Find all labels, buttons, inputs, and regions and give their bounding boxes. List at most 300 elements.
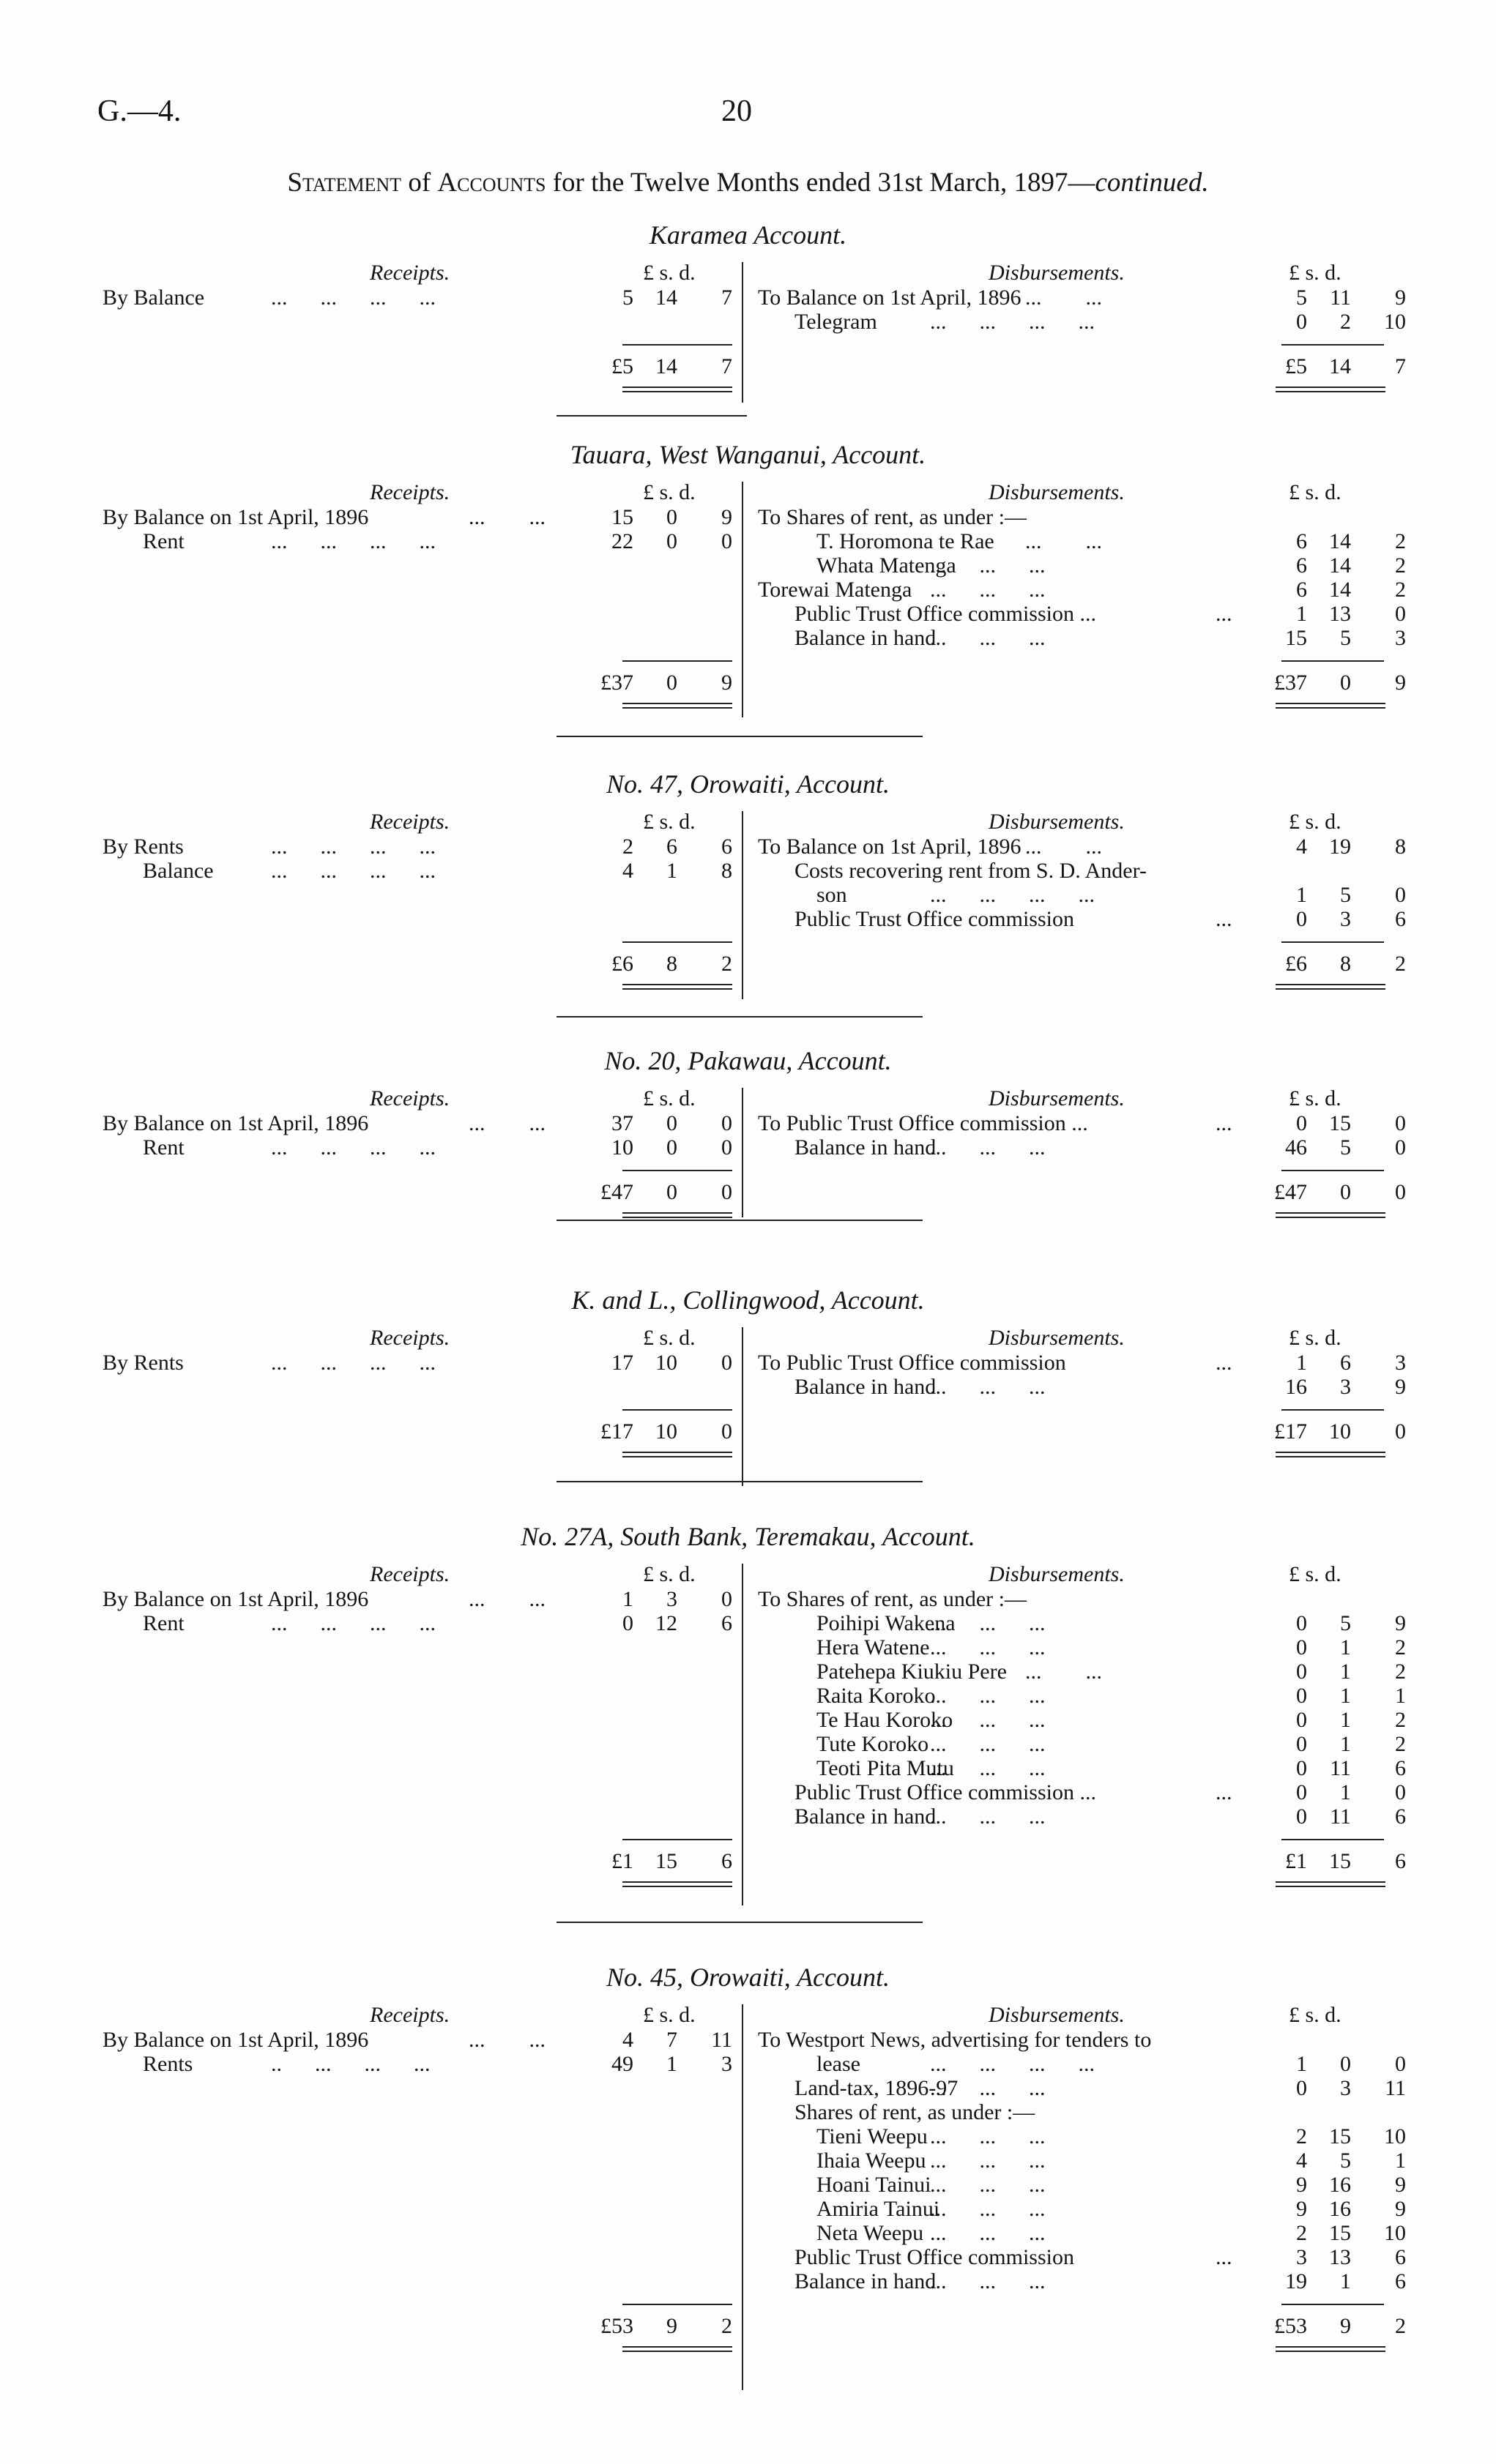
account-section	[0, 220, 1496, 414]
receipts-sum-rule	[622, 344, 732, 346]
receipt-amount-pence: 6	[721, 835, 732, 859]
receipts-header: Receipts.	[370, 1562, 450, 1586]
disbursements-total-pounds: £53	[1274, 2314, 1307, 2338]
disbursements-total-shillings: 8	[1340, 952, 1351, 976]
disbursements-total-pence: 0	[1395, 1419, 1406, 1444]
receipt-label: Rents	[143, 2052, 193, 2076]
section-separator	[557, 1922, 923, 1923]
disbursements-total-shillings: 10	[1329, 1419, 1351, 1444]
receipt-amount-shillings: 0	[666, 1111, 677, 1135]
disbursement-amount-pounds: 0	[1296, 1708, 1307, 1732]
disbursement-amount-pounds: 1	[1296, 883, 1307, 907]
disbursements-total-pence: 2	[1395, 952, 1406, 976]
receipt-leader-dots: ... ... ... ...	[271, 835, 436, 859]
receipts-currency-header: £ s. d.	[643, 261, 696, 285]
disbursement-amount-pence: 9	[1395, 1375, 1406, 1399]
account-section	[0, 1962, 1496, 2401]
disbursement-amount-shillings: 11	[1330, 1756, 1351, 1780]
disbursement-label: Public Trust Office commission ...	[794, 602, 1096, 626]
disbursements-total-pence: 0	[1395, 1180, 1406, 1204]
disbursement-leader-dots: ... ... ...	[930, 2269, 1046, 2293]
disbursements-header: Disbursements.	[989, 1562, 1125, 1586]
receipt-amount-pence: 0	[721, 1351, 732, 1375]
receipt-amount-shillings: 7	[666, 2028, 677, 2052]
disbursement-amount-pence: 3	[1395, 626, 1406, 650]
receipt-amount-pence: 0	[721, 1135, 732, 1160]
receipts-total-pounds: £1	[611, 1849, 633, 1873]
disbursement-leader-dots: ... ... ...	[930, 2197, 1046, 2221]
disbursement-leader-dots: ... ... ...	[930, 1732, 1046, 1756]
receipt-amount-shillings: 0	[666, 505, 677, 529]
receipts-total-pounds: £6	[611, 952, 633, 976]
disbursements-currency-header: £ s. d.	[1289, 261, 1341, 285]
account-section	[0, 439, 1496, 732]
account-section	[0, 1285, 1496, 1482]
disbursement-leader-dots: ... ... ...	[930, 553, 1046, 578]
disbursements-total-double-rule	[1276, 2346, 1385, 2352]
disbursement-leader-dots: ...	[1216, 602, 1232, 626]
disbursement-amount-shillings: 16	[1329, 2197, 1351, 2221]
disbursement-amount-pounds: 2	[1296, 2221, 1307, 2245]
disbursements-total-double-rule	[1276, 984, 1385, 990]
disbursement-amount-pence: 0	[1395, 1135, 1406, 1160]
disbursement-label: Balance in hand	[794, 1804, 937, 1829]
disbursement-label: Teoti Pita Mutu	[816, 1756, 954, 1780]
disbursement-leader-dots: ... ... ...	[930, 1375, 1046, 1399]
receipt-label: Rent	[143, 1611, 185, 1635]
receipt-label: By Balance	[103, 285, 205, 310]
disbursement-leader-dots: ... ...	[1025, 285, 1102, 310]
disbursement-amount-shillings: 15	[1329, 2221, 1351, 2245]
receipt-label: By Rents	[103, 1351, 184, 1375]
disbursement-amount-pence: 0	[1395, 883, 1406, 907]
disbursements-sum-rule	[1281, 1409, 1384, 1411]
receipts-total-shillings: 15	[655, 1849, 677, 1873]
disbursement-amount-pounds: 0	[1296, 1611, 1307, 1635]
disbursement-amount-shillings: 1	[1340, 1635, 1351, 1660]
disbursement-amount-shillings: 3	[1340, 2076, 1351, 2100]
receipt-amount-pounds: 1	[622, 1587, 633, 1611]
disbursement-label: To Westport News, advertising for tenders to	[758, 2028, 1152, 2052]
receipts-currency-header: £ s. d.	[643, 810, 696, 834]
heading-statement: Statement	[287, 168, 402, 198]
column-divider	[742, 1564, 743, 1905]
disbursements-currency-header: £ s. d.	[1289, 480, 1341, 504]
disbursement-amount-shillings: 0	[1340, 2052, 1351, 2076]
receipts-currency-header: £ s. d.	[643, 2003, 696, 2027]
disbursement-label: Shares of rent, as under :—	[794, 2100, 1035, 2124]
account-section	[0, 769, 1496, 1003]
disbursement-amount-shillings: 14	[1329, 529, 1351, 553]
receipts-total-pounds: £37	[600, 671, 633, 695]
disbursements-header: Disbursements.	[989, 480, 1125, 504]
section-separator	[557, 736, 923, 737]
receipt-leader-dots: ... ...	[469, 1111, 546, 1135]
disbursement-amount-pounds: 3	[1296, 2245, 1307, 2269]
disbursement-leader-dots: ... ... ... ...	[930, 310, 1095, 334]
receipts-total-pounds: £53	[600, 2314, 633, 2338]
receipt-amount-pence: 7	[721, 285, 732, 310]
disbursement-leader-dots: ...	[1216, 1780, 1232, 1804]
disbursement-amount-pence: 6	[1395, 2269, 1406, 2293]
receipts-total-pence: 0	[721, 1419, 732, 1444]
disbursement-amount-pence: 2	[1395, 1708, 1406, 1732]
disbursement-amount-pounds: 6	[1296, 529, 1307, 553]
disbursement-leader-dots: ... ... ...	[930, 2148, 1046, 2173]
disbursement-label: Neta Weepu	[816, 2221, 924, 2245]
disbursement-leader-dots: ... ...	[1025, 529, 1102, 553]
disbursement-amount-pounds: 0	[1296, 1635, 1307, 1660]
receipt-amount-pounds: 22	[611, 529, 633, 553]
disbursement-label: lease	[816, 2052, 860, 2076]
disbursement-amount-pence: 11	[1385, 2076, 1406, 2100]
disbursement-label: To Shares of rent, as under :—	[758, 505, 1027, 529]
disbursement-label: Public Trust Office commission ...	[794, 1780, 1096, 1804]
disbursement-label: Raita Koroko	[816, 1684, 936, 1708]
disbursement-amount-pence: 10	[1384, 310, 1406, 334]
disbursement-leader-dots: ... ... ...	[930, 2076, 1046, 2100]
disbursement-amount-pounds: 0	[1296, 1780, 1307, 1804]
disbursement-amount-pounds: 0	[1296, 1684, 1307, 1708]
heading-continued: continued.	[1095, 168, 1209, 198]
heading-accounts: Accounts	[437, 168, 546, 198]
account-title: No. 47, Orowaiti, Account.	[606, 769, 890, 799]
receipts-total-double-rule	[622, 387, 732, 392]
disbursement-label: T. Horomona te Rae	[816, 529, 994, 553]
page-heading	[0, 167, 1496, 198]
disbursements-header: Disbursements.	[989, 261, 1125, 285]
receipt-amount-pounds: 0	[622, 1611, 633, 1635]
receipt-leader-dots: ... ... ... ...	[271, 529, 436, 553]
receipts-total-shillings: 9	[666, 2314, 677, 2338]
receipt-amount-pence: 0	[721, 1111, 732, 1135]
heading-rest: for the Twelve Months ended 31st March, 1897—	[546, 168, 1095, 198]
receipt-amount-shillings: 12	[655, 1611, 677, 1635]
disbursement-amount-pounds: 0	[1296, 1660, 1307, 1684]
disbursement-label: To Shares of rent, as under :—	[758, 1587, 1027, 1611]
disbursement-amount-shillings: 5	[1340, 626, 1351, 650]
disbursement-amount-pounds: 16	[1285, 1375, 1307, 1399]
column-divider	[742, 1327, 743, 1486]
disbursement-label: son	[816, 883, 847, 907]
disbursement-amount-pounds: 4	[1296, 2148, 1307, 2173]
disbursement-amount-pounds: 0	[1296, 2076, 1307, 2100]
receipts-header: Receipts.	[370, 1086, 450, 1110]
receipt-amount-pounds: 10	[611, 1135, 633, 1160]
disbursement-amount-shillings: 1	[1340, 1732, 1351, 1756]
disbursement-amount-pence: 0	[1395, 602, 1406, 626]
receipt-amount-pounds: 17	[611, 1351, 633, 1375]
receipt-label: Rent	[143, 1135, 185, 1160]
disbursement-amount-pounds: 0	[1296, 1111, 1307, 1135]
receipts-header: Receipts.	[370, 810, 450, 834]
disbursement-amount-shillings: 1	[1340, 1684, 1351, 1708]
receipts-sum-rule	[622, 1409, 732, 1411]
disbursement-amount-shillings: 14	[1329, 553, 1351, 578]
receipt-amount-pence: 3	[721, 2052, 732, 2076]
account-title: No. 27A, South Bank, Teremakau, Account.	[521, 1522, 975, 1551]
column-divider	[742, 2004, 743, 2390]
disbursement-amount-pence: 0	[1395, 1780, 1406, 1804]
disbursements-currency-header: £ s. d.	[1289, 2003, 1341, 2027]
receipt-leader-dots: ... ...	[469, 505, 546, 529]
disbursement-amount-shillings: 1	[1340, 1708, 1351, 1732]
disbursement-amount-pounds: 1	[1296, 602, 1307, 626]
receipt-leader-dots: ... ...	[469, 2028, 546, 2052]
account-title: No. 45, Orowaiti, Account.	[606, 1963, 890, 1992]
receipts-currency-header: £ s. d.	[643, 1326, 696, 1350]
disbursement-amount-pounds: 4	[1296, 835, 1307, 859]
receipts-header: Receipts.	[370, 1326, 450, 1350]
disbursements-total-pence: 6	[1395, 1849, 1406, 1873]
disbursement-amount-pence: 0	[1395, 1111, 1406, 1135]
receipt-label: By Rents	[103, 835, 184, 859]
disbursements-total-double-rule	[1276, 1212, 1385, 1218]
disbursement-leader-dots: ... ... ...	[930, 1135, 1046, 1160]
receipts-total-double-rule	[622, 1452, 732, 1457]
disbursements-total-double-rule	[1276, 1452, 1385, 1457]
disbursement-amount-pence: 10	[1384, 2221, 1406, 2245]
disbursement-amount-shillings: 5	[1340, 1611, 1351, 1635]
disbursement-label: Tieni Weepu	[816, 2124, 928, 2148]
disbursement-label: Hoani Tainui	[816, 2173, 931, 2197]
disbursement-label: Balance in hand	[794, 1375, 937, 1399]
account-title: Tauara, West Wanganui, Account.	[570, 440, 926, 469]
disbursements-total-double-rule	[1276, 703, 1385, 709]
disbursement-label: Balance in hand	[794, 2269, 937, 2293]
receipts-total-shillings: 14	[655, 354, 677, 378]
disbursement-leader-dots: ... ... ...	[930, 2173, 1046, 2197]
disbursements-sum-rule	[1281, 1839, 1384, 1840]
receipt-label: Balance	[143, 859, 214, 883]
receipts-total-shillings: 10	[655, 1419, 677, 1444]
disbursement-leader-dots: ... ... ...	[930, 578, 1046, 602]
disbursement-amount-pence: 6	[1395, 2245, 1406, 2269]
disbursement-amount-pence: 9	[1395, 285, 1406, 310]
account-title: No. 20, Pakawau, Account.	[604, 1046, 892, 1075]
disbursement-leader-dots: ...	[1216, 2245, 1232, 2269]
disbursement-amount-pence: 9	[1395, 2173, 1406, 2197]
disbursement-leader-dots: ... ... ...	[930, 1804, 1046, 1829]
receipt-amount-shillings: 6	[666, 835, 677, 859]
disbursement-amount-shillings: 3	[1340, 1375, 1351, 1399]
receipt-label: By Balance on 1st April, 1896	[103, 1111, 369, 1135]
receipts-sum-rule	[622, 941, 732, 943]
receipts-total-pence: 2	[721, 952, 732, 976]
receipts-header: Receipts.	[370, 480, 450, 504]
disbursements-total-double-rule	[1276, 387, 1385, 392]
receipt-amount-shillings: 3	[666, 1587, 677, 1611]
receipt-leader-dots: ... ... ... ...	[271, 1135, 436, 1160]
disbursement-amount-pounds: 0	[1296, 1804, 1307, 1829]
disbursement-amount-pounds: 9	[1296, 2173, 1307, 2197]
disbursement-amount-pence: 9	[1395, 2197, 1406, 2221]
receipt-amount-pence: 0	[721, 529, 732, 553]
disbursement-amount-shillings: 6	[1340, 1351, 1351, 1375]
disbursement-amount-pounds: 0	[1296, 310, 1307, 334]
disbursement-amount-shillings: 5	[1340, 1135, 1351, 1160]
receipt-label: By Balance on 1st April, 1896	[103, 1587, 369, 1611]
receipts-total-pence: 0	[721, 1180, 732, 1204]
disbursements-total-pence: 2	[1395, 2314, 1406, 2338]
disbursement-leader-dots: ... ...	[1025, 835, 1102, 859]
disbursements-total-shillings: 0	[1340, 1180, 1351, 1204]
disbursements-total-pounds: £6	[1285, 952, 1307, 976]
receipt-leader-dots: ... ... ... ...	[271, 1611, 436, 1635]
receipts-sum-rule	[622, 2304, 732, 2305]
account-section	[0, 1045, 1496, 1221]
disbursements-total-double-rule	[1276, 1881, 1385, 1887]
account-title: Karamea Account.	[649, 220, 847, 250]
disbursement-label: Amiria Tainui	[816, 2197, 940, 2221]
disbursements-header: Disbursements.	[989, 810, 1125, 834]
receipt-amount-shillings: 14	[655, 285, 677, 310]
disbursement-label: Torewai Matenga	[758, 578, 912, 602]
disbursement-amount-pence: 2	[1395, 578, 1406, 602]
disbursement-amount-shillings: 15	[1329, 1111, 1351, 1135]
disbursements-total-shillings: 9	[1340, 2314, 1351, 2338]
disbursement-leader-dots: ... ... ...	[930, 2221, 1046, 2245]
disbursements-total-pounds: £47	[1274, 1180, 1307, 1204]
receipts-total-double-rule	[622, 2346, 732, 2352]
receipt-amount-pounds: 4	[622, 859, 633, 883]
receipts-total-pence: 2	[721, 2314, 732, 2338]
disbursements-sum-rule	[1281, 941, 1384, 943]
account-section	[0, 1521, 1496, 1902]
disbursement-amount-pence: 2	[1395, 529, 1406, 553]
receipts-total-double-rule	[622, 1881, 732, 1887]
disbursements-total-pence: 9	[1395, 671, 1406, 695]
disbursement-amount-pounds: 2	[1296, 2124, 1307, 2148]
disbursement-amount-shillings: 13	[1329, 2245, 1351, 2269]
disbursements-currency-header: £ s. d.	[1289, 1562, 1341, 1586]
section-separator	[557, 1220, 923, 1221]
disbursement-leader-dots: ... ... ... ...	[930, 883, 1095, 907]
disbursement-amount-pence: 2	[1395, 1732, 1406, 1756]
receipts-total-pounds: £5	[611, 354, 633, 378]
heading-of: of	[401, 168, 438, 198]
disbursement-amount-pounds: 0	[1296, 907, 1307, 931]
receipt-label: By Balance on 1st April, 1896	[103, 505, 369, 529]
disbursement-leader-dots: ... ... ...	[930, 1708, 1046, 1732]
receipt-leader-dots: ... ...	[469, 1587, 546, 1611]
disbursement-amount-pounds: 6	[1296, 553, 1307, 578]
disbursement-amount-pence: 6	[1395, 907, 1406, 931]
receipt-amount-shillings: 1	[666, 2052, 677, 2076]
disbursement-amount-pounds: 9	[1296, 2197, 1307, 2221]
disbursement-amount-pounds: 1	[1296, 2052, 1307, 2076]
disbursement-amount-shillings: 2	[1340, 310, 1351, 334]
receipts-header: Receipts.	[370, 261, 450, 285]
receipts-total-pence: 7	[721, 354, 732, 378]
receipts-total-shillings: 0	[666, 1180, 677, 1204]
disbursement-amount-shillings: 16	[1329, 2173, 1351, 2197]
receipts-total-pounds: £17	[600, 1419, 633, 1444]
disbursement-label: Balance in hand	[794, 1135, 937, 1160]
disbursement-label: Land-tax, 1896-97	[794, 2076, 959, 2100]
disbursement-label: Te Hau Koroko	[816, 1708, 953, 1732]
disbursement-amount-shillings: 11	[1330, 285, 1351, 310]
disbursement-label: Whata Matenga	[816, 553, 956, 578]
disbursement-amount-pence: 1	[1395, 2148, 1406, 2173]
disbursement-amount-pounds: 0	[1296, 1732, 1307, 1756]
disbursement-leader-dots: ... ... ...	[930, 1684, 1046, 1708]
disbursement-amount-pence: 8	[1395, 835, 1406, 859]
disbursement-label: To Balance on 1st April, 1896	[758, 835, 1021, 859]
disbursement-leader-dots: ... ... ...	[930, 1611, 1046, 1635]
disbursement-amount-pounds: 1	[1296, 1351, 1307, 1375]
disbursements-currency-header: £ s. d.	[1289, 810, 1341, 834]
disbursements-total-shillings: 14	[1329, 354, 1351, 378]
receipt-leader-dots: .. ... ... ...	[271, 2052, 431, 2076]
disbursement-amount-shillings: 19	[1329, 835, 1351, 859]
disbursement-amount-pence: 6	[1395, 1756, 1406, 1780]
disbursement-amount-pence: 0	[1395, 2052, 1406, 2076]
disbursement-leader-dots: ... ... ...	[930, 2124, 1046, 2148]
receipt-amount-shillings: 10	[655, 1351, 677, 1375]
section-separator	[557, 1481, 923, 1482]
disbursement-amount-pence: 3	[1395, 1351, 1406, 1375]
receipt-amount-pounds: 37	[611, 1111, 633, 1135]
disbursement-amount-pence: 9	[1395, 1611, 1406, 1635]
receipts-total-pence: 9	[721, 671, 732, 695]
disbursement-amount-pence: 2	[1395, 1635, 1406, 1660]
page-number: 20	[721, 94, 752, 128]
disbursement-label: Tute Koroko	[816, 1732, 929, 1756]
account-title: K. and L., Collingwood, Account.	[571, 1285, 925, 1315]
receipt-amount-shillings: 1	[666, 859, 677, 883]
receipt-amount-pence: 9	[721, 505, 732, 529]
disbursements-currency-header: £ s. d.	[1289, 1086, 1341, 1110]
disbursement-label: Balance in hand	[794, 626, 937, 650]
disbursement-amount-pence: 6	[1395, 1804, 1406, 1829]
disbursement-label: Public Trust Office commission	[794, 907, 1074, 931]
column-divider	[742, 1088, 743, 1217]
disbursement-leader-dots: ... ... ...	[930, 1635, 1046, 1660]
receipts-sum-rule	[622, 660, 732, 662]
disbursement-amount-pounds: 19	[1285, 2269, 1307, 2293]
receipts-sum-rule	[622, 1170, 732, 1171]
disbursements-currency-header: £ s. d.	[1289, 1326, 1341, 1350]
disbursement-leader-dots: ...	[1216, 907, 1232, 931]
disbursement-leader-dots: ... ... ...	[930, 626, 1046, 650]
disbursements-sum-rule	[1281, 1170, 1384, 1171]
disbursement-label: Patehepa Kiukiu Pere	[816, 1660, 1007, 1684]
disbursement-amount-shillings: 5	[1340, 2148, 1351, 2173]
disbursement-leader-dots: ... ...	[1025, 1660, 1102, 1684]
receipts-total-shillings: 8	[666, 952, 677, 976]
disbursements-total-shillings: 15	[1329, 1849, 1351, 1873]
receipt-amount-pounds: 5	[622, 285, 633, 310]
disbursements-sum-rule	[1281, 2304, 1384, 2305]
section-separator	[557, 1016, 923, 1018]
disbursement-leader-dots: ...	[1216, 1111, 1232, 1135]
receipt-leader-dots: ... ... ... ...	[271, 285, 436, 310]
disbursement-amount-shillings: 5	[1340, 883, 1351, 907]
disbursement-amount-shillings: 3	[1340, 907, 1351, 931]
disbursement-amount-pence: 2	[1395, 1660, 1406, 1684]
disbursements-total-pounds: £5	[1285, 354, 1307, 378]
disbursement-amount-pence: 1	[1395, 1684, 1406, 1708]
disbursements-sum-rule	[1281, 344, 1384, 346]
receipts-total-double-rule	[622, 1212, 732, 1218]
disbursement-label: Telegram	[794, 310, 877, 334]
disbursement-amount-shillings: 13	[1329, 602, 1351, 626]
disbursement-amount-pounds: 46	[1285, 1135, 1307, 1160]
disbursement-label: Public Trust Office commission	[794, 2245, 1074, 2269]
disbursements-header: Disbursements.	[989, 2003, 1125, 2027]
disbursements-header: Disbursements.	[989, 1326, 1125, 1350]
